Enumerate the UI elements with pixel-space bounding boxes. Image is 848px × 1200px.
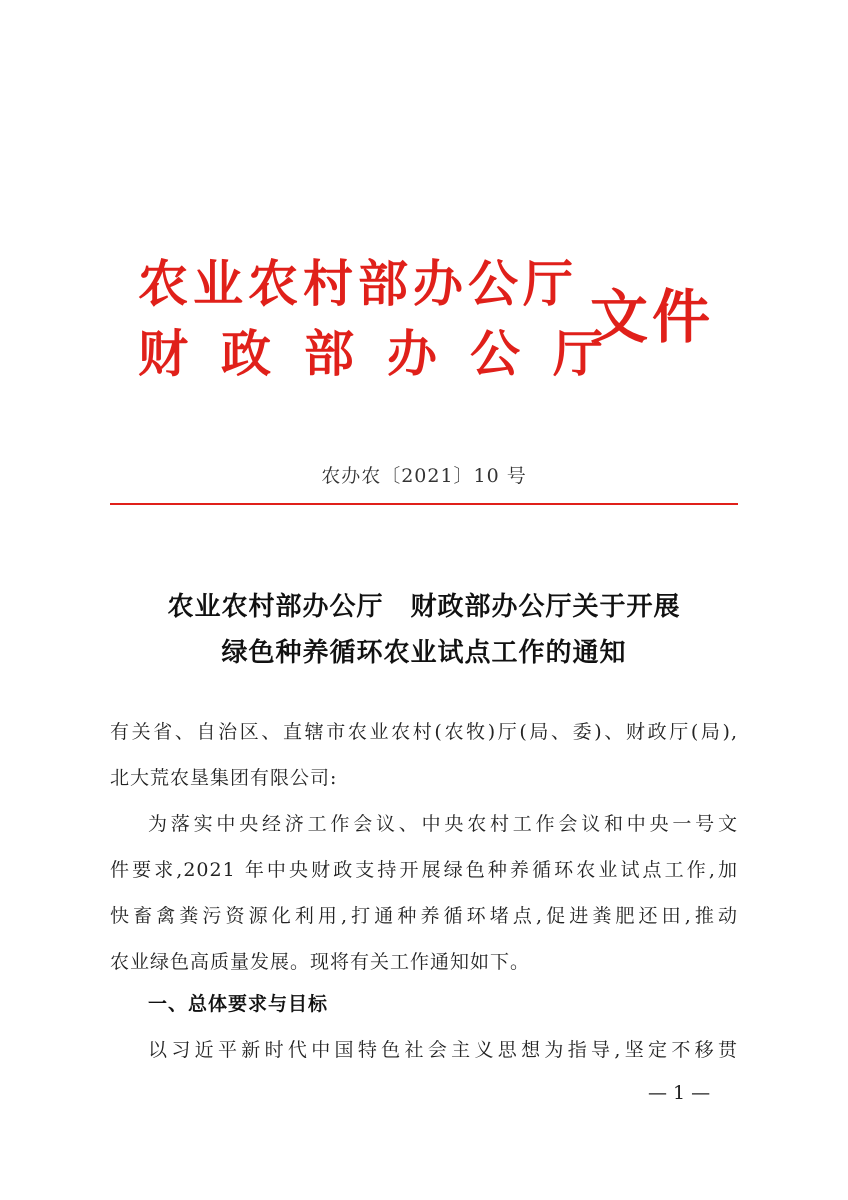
addressee-line-1: 有关省、自治区、直辖市农业农村(农牧)厅(局、委)、财政厅(局), [110,721,738,743]
issuing-org-line-2: 财政部办公厅 [138,324,636,383]
page-number: — 1 — [648,1082,711,1104]
issuing-org-line-1: 农业农村部办公厅 [138,254,578,313]
red-header-rule [110,503,738,505]
body-paragraph-line: 件要求,2021 年中央财政支持开展绿色种养循环农业试点工作,加 [110,859,738,881]
body-paragraph-line: 为落实中央经济工作会议、中央农村工作会议和中央一号文 [148,813,738,835]
body-paragraph-line: 快畜禽粪污资源化利用,打通种养循环堵点,促进粪肥还田,推动 [110,905,738,927]
document-number: 农办农〔2021〕10 号 [321,465,527,487]
body-paragraph-line: 农业绿色高质量发展。现将有关工作通知如下。 [110,951,531,973]
addressee-line-2: 北大荒农垦集团有限公司: [110,767,338,789]
body-paragraph-line: 以习近平新时代中国特色社会主义思想为指导,坚定不移贯 [148,1039,738,1061]
document-title-line-2: 绿色种养循环农业试点工作的通知 [221,638,627,668]
document-type-label: 文件 [590,283,715,351]
section-heading: 一、总体要求与目标 [148,993,329,1015]
document-title-line-1: 农业农村部办公厅 财政部办公厅关于开展 [167,592,681,622]
